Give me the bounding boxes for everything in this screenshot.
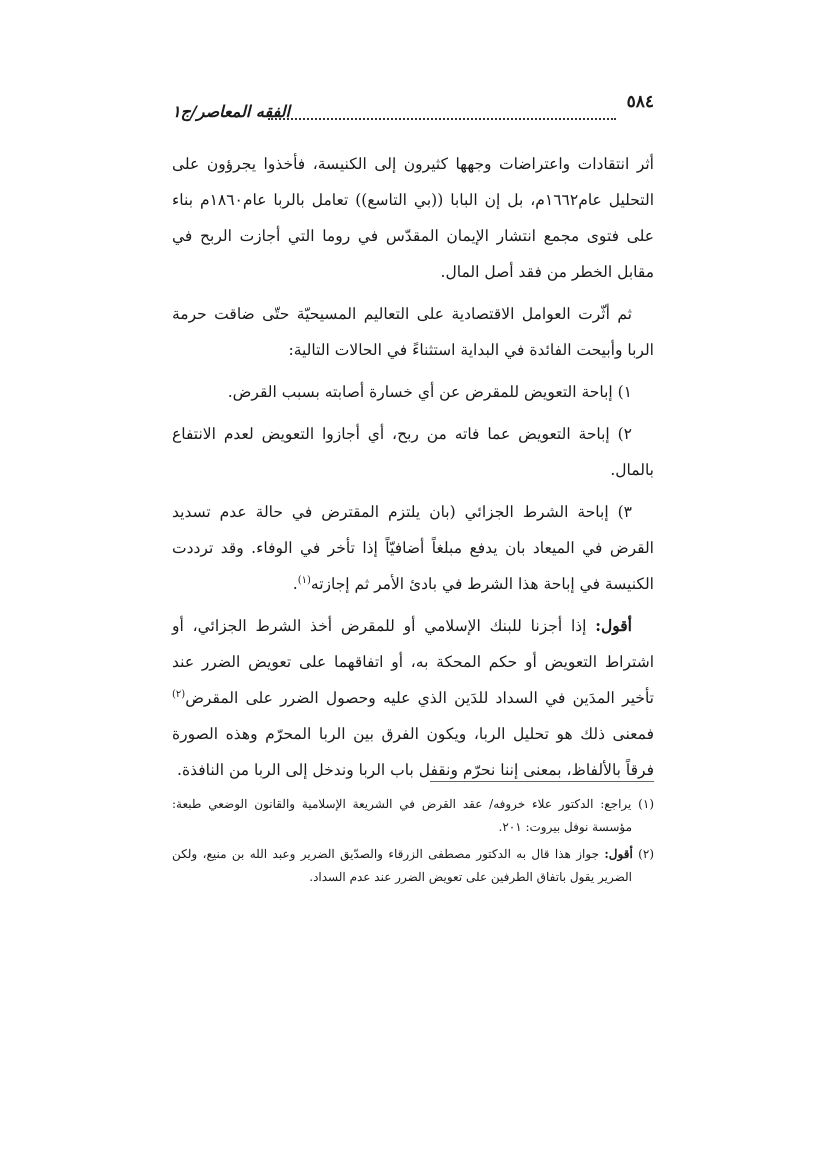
footnote-2-lead: أقول:	[604, 847, 633, 861]
footnote-2-text: جواز هذا قال به الدكتور مصطفى الزرقاء والصدّيق الضرير وعبد الله بن منيع، ولكن الضرير يقول باتفاق الطرفين على تعويض الضرر عند عدم السداد.	[172, 847, 632, 884]
opinion-lead: أقول:	[595, 616, 632, 635]
list-item-2: ٢) إباحة التعويض عما فاته من ربح، أي أجازوا التعويض لعدم الانتفاع بالمال.	[172, 425, 654, 479]
list-item-3-text: ٣) إباحة الشرط الجزائي (بان يلتزم المقترض في حالة عدم تسديد القرض في الميعاد بان يدفع مبلغاً أضافيّاً إذا تأخر في الوفاء. وقد ترددت الكنيسة في إباحة هذا الشرط في بادئ الأمر ثم إجازته	[172, 503, 654, 593]
list-item-1: ١) إباحة التعويض للمقرض عن أي خسارة أصابته بسبب القرض.	[227, 383, 632, 401]
paragraph-2: ثم أثّرت العوامل الاقتصادية على التعاليم المسيحيّة حتّى ضاقت حرمة الربا وأبيحت الفائدة في البداية استثناءً في الحالات التالية:	[172, 305, 654, 359]
main-text	[172, 146, 654, 794]
running-title: الفقه المعاصر/ج١	[172, 102, 290, 121]
page-number: ٥٨٤	[626, 92, 654, 112]
opinion-text-b: فمعنى ذلك هو تحليل الربا، ويكون الفرق بين الربا المحرّم وهذه الصورة فرقاً بالألفاظ، بمعنى إننا نحرّم ونقفل باب الربا وندخل إلى الربا من النافذة.	[172, 725, 654, 779]
opinion-text-a: إذا أجزنا للبنك الإسلامي أو للمقرض أخذ الشرط الجزائي، أو اشتراط التعويض أو حكم المحكة به، أو اتفاقهما على تعويض الضرر عند تأخير المدَين في السداد للدَين الذي عليه وحصول الضرر على المقرض	[172, 617, 654, 707]
footnotes	[172, 793, 654, 893]
footnote-ref-2[interactable]: (٢)	[172, 688, 186, 700]
page-header	[172, 92, 654, 126]
footnote-2	[172, 843, 654, 889]
footnote-2-number: (٢)	[632, 847, 654, 861]
footnote-separator	[430, 781, 654, 782]
paragraph-opinion	[172, 608, 654, 788]
list-item-3-end: .	[292, 575, 298, 593]
list-item-3	[172, 494, 654, 602]
footnote-1: (١) يراجع: الدكتور علاء خروفه/ عقد القرض في الشريعة الإسلامية والقانون الوضعي طبعة: مؤسسة نوفل بيروت: ٢٠١.	[172, 797, 654, 834]
paragraph-1: أثر انتقادات واعتراضات وجهها كثيرون إلى الكنيسة، فأخذوا يجرؤون على التحليل عام١٦٦٢م، بل إن البابا ((بي التاسع)) تعامل بالربا عام١٨٦٠م بناء على فتوى مجمع انتشار الإيمان المقدّس في روما التي أجازت الربح في مقابل الخطر من فقد أصل المال.	[172, 155, 655, 281]
footnote-ref-1[interactable]: (١)	[297, 574, 311, 586]
header-dotted-rule	[268, 118, 616, 120]
